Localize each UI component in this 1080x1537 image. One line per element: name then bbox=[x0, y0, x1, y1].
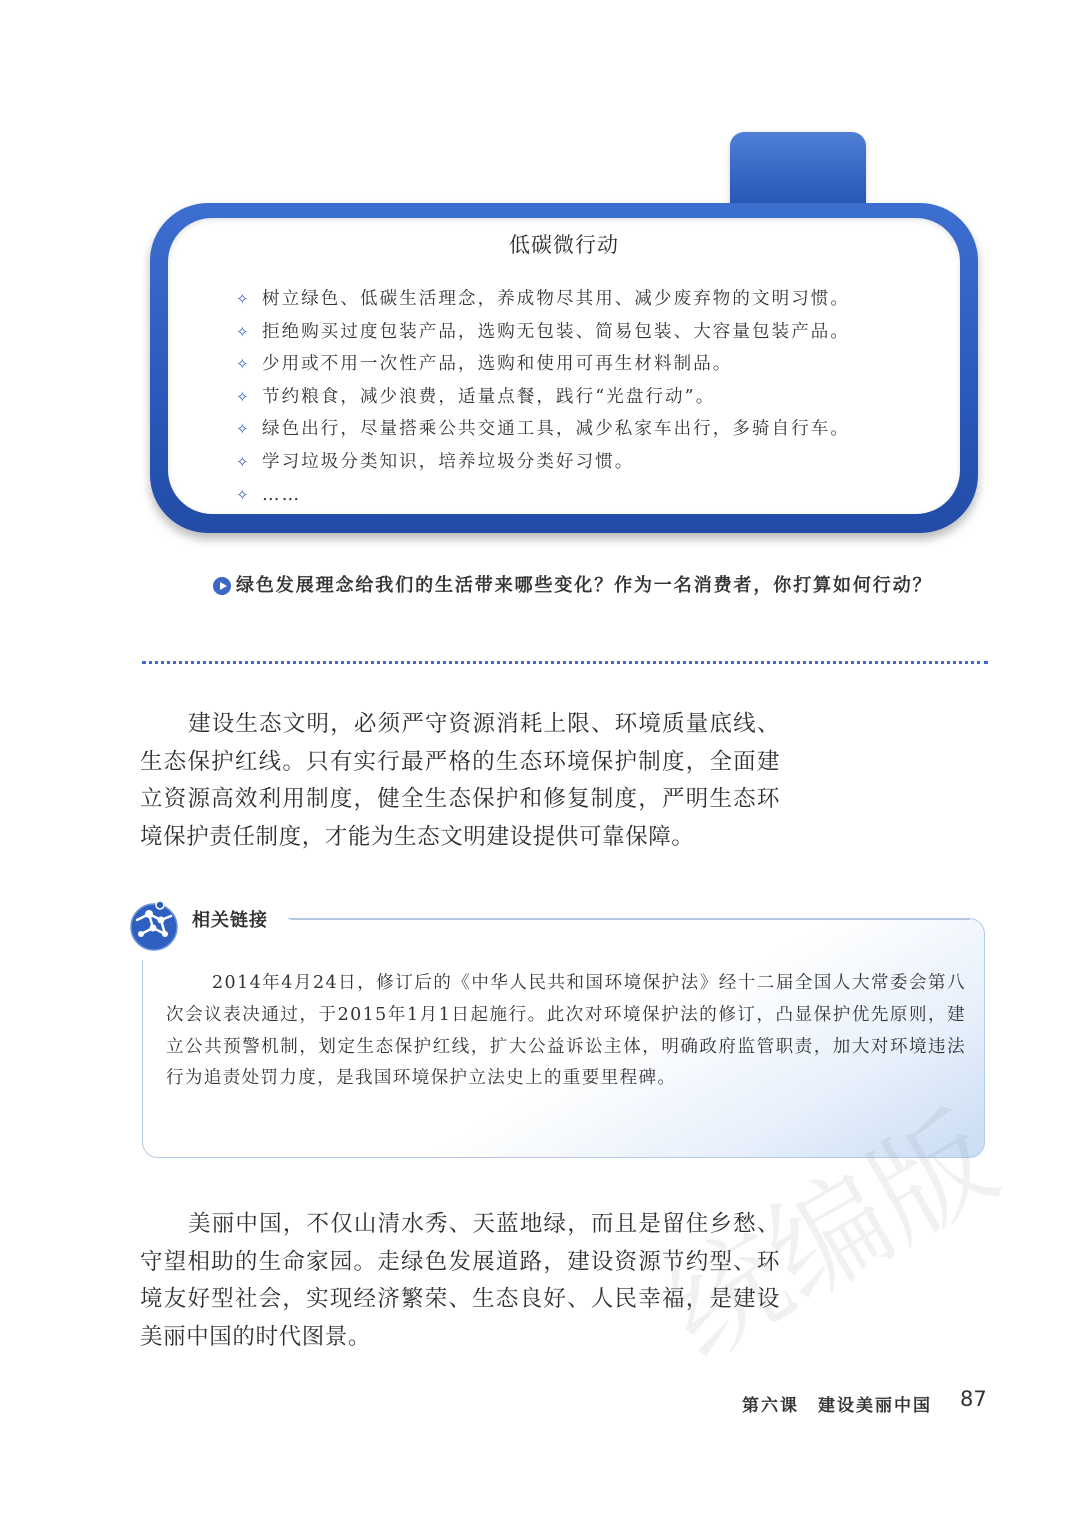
watermark: 统编版 bbox=[642, 1088, 1018, 1385]
list-item: ✧ 拒绝购买过度包装产品，选购无包装、简易包装、大容量包装产品。 bbox=[236, 316, 850, 349]
discussion-question: 绿色发展理念给我们的生活带来哪些变化？作为一名消费者，你打算如何行动？ bbox=[236, 575, 933, 596]
diamond-bullet-icon: ✧ bbox=[236, 355, 249, 374]
card-title: 低碳微行动 bbox=[509, 233, 619, 257]
related-link-rule bbox=[290, 919, 970, 920]
network-globe-icon bbox=[127, 898, 181, 952]
diamond-bullet-icon: ✧ bbox=[236, 485, 249, 504]
diamond-bullet-icon: ✧ bbox=[236, 290, 249, 308]
list-item: ✧ 节约粮食，减少浪费，适量点餐，践行“光盘行动”。 bbox=[236, 381, 850, 414]
diamond-bullet-icon: ✧ bbox=[236, 322, 249, 341]
page-number: 87 bbox=[960, 1387, 987, 1411]
related-link-text: 2014年4月24日，修订后的《中华人民共和国环境保护法》经十二届全国人大常委会第八次会议表决通过，于2015年1月1日起施行。此次对环境保护法的修订，凸显保护优先原则，建立公共预警机制，划定生态保护红线，扩大公益诉讼主体，明确政府监管职责，加大对环境违法行为追责处罚力度，是我国环境保护立法史上的重要里程碑。 bbox=[166, 973, 966, 1089]
list-item: ✧ 树立绿色、低碳生活理念，养成物尽其用、减少废弃物的文明习惯。 bbox=[236, 283, 850, 316]
body-paragraph-2: 美丽中国，不仅山清水秀、天蓝地绿，而且是留住乡愁、守望相助的生命家园。走绿色发展道路，建设资源节约型、环境友好型社会，实现经济繁荣、生态良好、人民幸福，是建设美丽中国的时代图景。 bbox=[140, 1211, 780, 1351]
list-item: ✧ …… bbox=[236, 479, 850, 512]
diamond-bullet-icon: ✧ bbox=[236, 452, 249, 471]
list-item: ✧ 绿色出行，尽量搭乘公共交通工具，减少私家车出行，多骑自行车。 bbox=[236, 413, 850, 446]
footer-lesson-title: 第六课 建设美丽中国 bbox=[742, 1396, 932, 1416]
list-item: ✧ 学习垃圾分类知识，培养垃圾分类好习惯。 bbox=[236, 446, 850, 479]
related-link-title: 相关链接 bbox=[192, 910, 268, 931]
body-paragraph-1: 建设生态文明，必须严守资源消耗上限、环境质量底线、生态保护红线。只有实行最严格的生态环境保护制度，全面建立资源高效利用制度，健全生态保护和修复制度，严明生态环境保护责任制度，才能为生态文明建设提供可靠保障。 bbox=[140, 711, 780, 851]
diamond-bullet-icon: ✧ bbox=[236, 387, 249, 406]
dotted-divider bbox=[142, 661, 988, 664]
card-list bbox=[236, 283, 850, 511]
list-item: ✧ 少用或不用一次性产品，选购和使用可再生材料制品。 bbox=[236, 348, 850, 381]
diamond-bullet-icon: ✧ bbox=[236, 420, 249, 439]
